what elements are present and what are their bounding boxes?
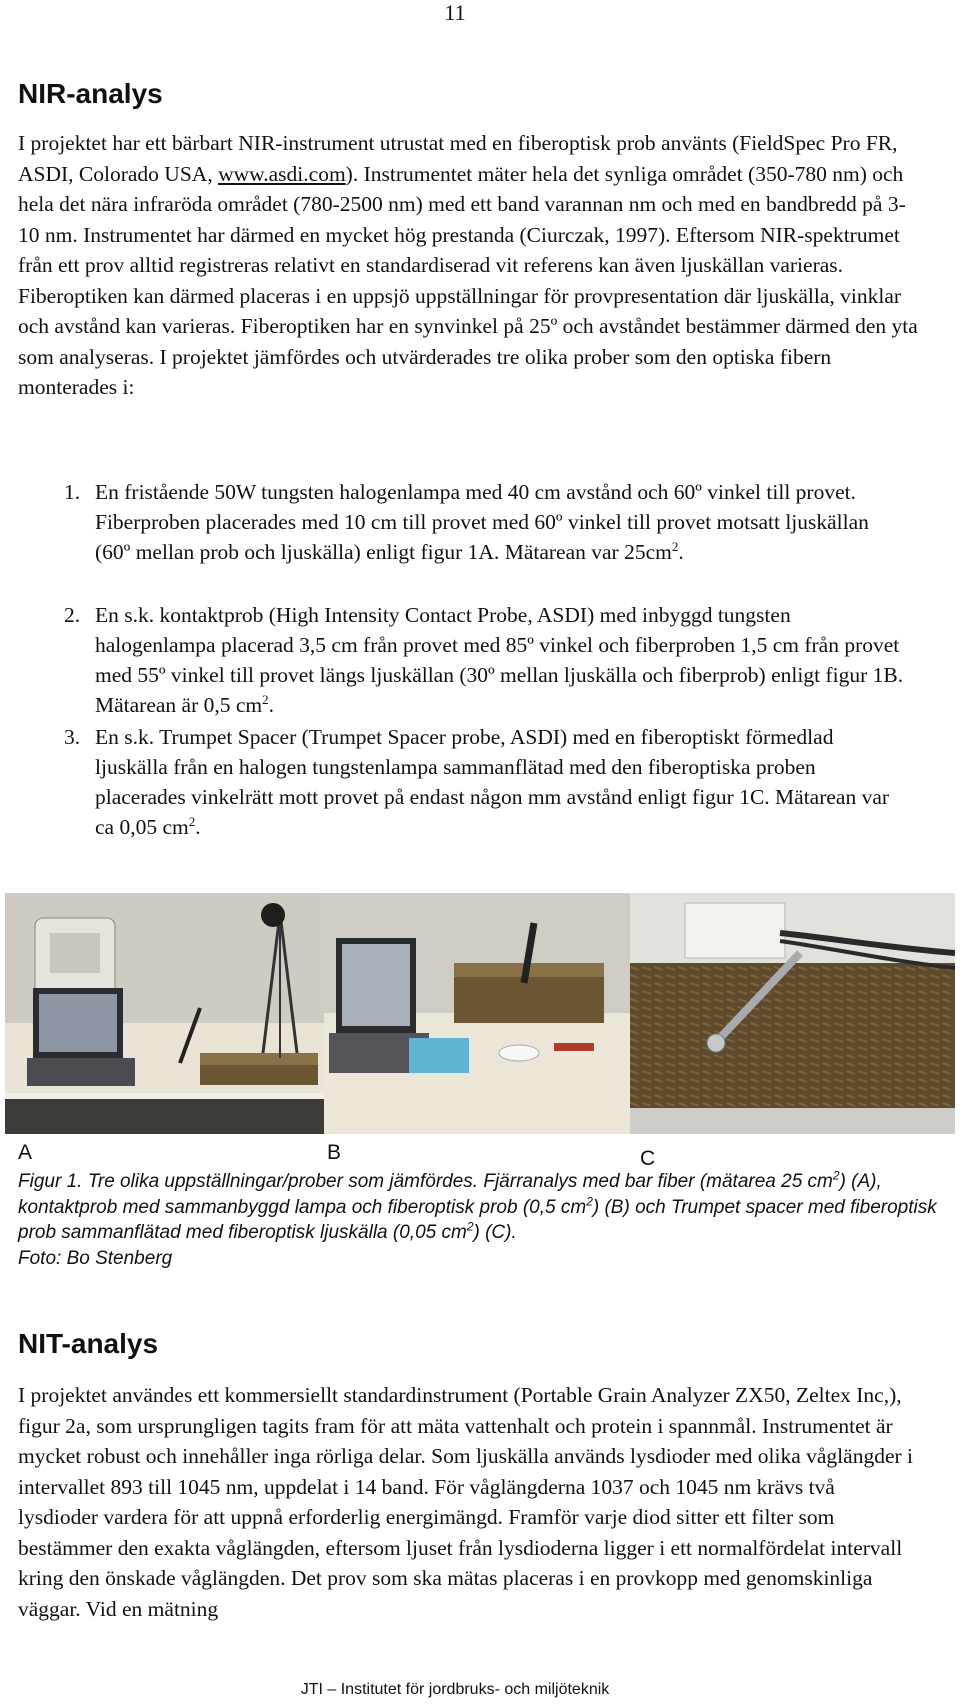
superscript: 2 <box>262 691 269 707</box>
superscript: 2 <box>466 1219 474 1234</box>
figure-label-c: C <box>640 1147 656 1170</box>
nir-paragraph-text-end: ). Instrumentet mäter hela det synliga området (350-780 nm) och hela det nära infraröda området (780-2500 nm) med ett band varannan nm och med en bandbredd på 3-10 nm. Instrumentet har därmed en mycket hög prestanda (Ciurczak, 1997). Eftersom NIR-spektrumet från ett prov alltid registreras relativt en standardiserad vit referens kan även ljuskällan varieras. Fiberoptiken kan därmed placeras i en uppsjö uppställningar för provpresentation där ljuskälla, vinklar och avstånd kan varieras. Fiberoptiken har en synvinkel på 25º och avståndet bestämmer därmed den yta som analyseras. I projektet jämfördes och utvärderades tre olika prober som den optiska fibern monterades i: <box>18 161 918 399</box>
photo-a-image <box>5 893 324 1134</box>
asdi-link[interactable]: www.asdi.com <box>218 161 346 186</box>
figure-caption <box>18 1169 938 1271</box>
section-heading-nit: NIT-analys <box>18 1328 159 1359</box>
page-footer: JTI – Institutet för jordbruks- och miljöteknik <box>300 1681 610 1698</box>
photo-c-image <box>630 893 955 1134</box>
nit-paragraph: I projektet användes ett kommersiellt standardinstrument (Portable Grain Analyzer ZX50, Zeltex Inc,), figur 2a, som ursprungligen tagits fram för att mäta vattenhalt och protein i spannmål. Instrumentet är mycket robust och innehåller inga rörliga delar. Som ljuskälla används lysdioder med olika våglängder i intervallet 893 till 1045 nm, uppdelat i 14 band. För våglängderna 1037 och 1045 nm krävs två lysdioder vardera för att uppnå erforderlig energimängd. Framför varje diod sitter ett filter som bestämmer den exakta våglängden, eftersom ljuset från lysdioderna ligger i ett normalfördelat intervall kring den önskade våglängden. Det prov som ska mätas placeras i en provkopp med genomskinliga väggar. Vid en mätning <box>18 1383 914 1621</box>
list-item-end: . <box>268 693 275 717</box>
list-number: 3. <box>64 725 81 749</box>
list-item-text: En s.k. kontaktprob (High Intensity Contact Probe, ASDI) med inbyggd tungsten halogenlampa placerad 3,5 cm från provet med 85º vinkel och fiberproben 1,5 cm från provet med 55º vinkel till provet längs ljuskällan (30º mellan ljuskälla och fiberprob) enligt figur 1B. Mätarean är 0,5 cm <box>95 603 904 717</box>
superscript: 2 <box>586 1194 593 1209</box>
photo-b <box>324 893 630 1134</box>
list-number: 1. <box>64 480 81 504</box>
photo-a <box>5 893 324 1134</box>
superscript: 2 <box>671 538 679 554</box>
caption-text: Figur 1. Tre olika uppställningar/prober som jämfördes. Fjärranalys med bar fiber (mätarea 25 cm <box>18 1171 833 1192</box>
superscript: 2 <box>188 813 196 829</box>
figure-label-a: A <box>18 1141 33 1164</box>
photo-c <box>630 893 955 1134</box>
list-item-end: . <box>678 540 684 564</box>
caption-text: ) (C). <box>473 1222 517 1243</box>
nir-paragraph-text-start: I projektet har ett bärbart NIR-instrument utrustat med en fiberoptisk prob använts (FieldSpec Pro FR, ASDI, Colorado USA, <box>18 131 898 186</box>
nir-paragraph <box>18 128 918 403</box>
list-item-text: En fristående 50W tungsten halogenlampa med 40 cm avstånd och 60º vinkel till provet. Fiberproben placerades med 10 cm till provet med 60º vinkel till provet motsatt ljuskällan (60º mellan prob och ljuskälla) enligt figur 1A. Mätarean var 25cm <box>95 480 869 564</box>
section-heading-nir: NIR-analys <box>18 78 163 109</box>
page-number: 11 <box>444 0 466 25</box>
superscript: 2 <box>832 1168 840 1183</box>
caption-text: ) (A), kontaktprob med sammanbyggd lampa och fiberoptisk prob (0,5 cm <box>18 1171 882 1218</box>
list-item-text: En s.k. Trumpet Spacer (Trumpet Spacer probe, ASDI) med en fiberoptiskt förmedlad ljuskälla från en halogen tungstenlampa sammanflätad med den fiberoptiska proben placerades vinkelrätt mott provet på endast någon mm avstånd enligt figur 1C. Mätarean var ca 0,05 cm <box>95 725 890 839</box>
photo-b-image <box>324 893 630 1134</box>
list-number: 2. <box>64 603 81 627</box>
photo-credit: Foto: Bo Stenberg <box>18 1247 173 1269</box>
list-item-end: . <box>195 815 201 839</box>
caption-text: ) (B) och Trumpet spacer med fiberoptisk prob sammanflätad med fiberoptisk ljuskälla (0,05 cm <box>18 1196 937 1243</box>
figure-label-b: B <box>327 1141 342 1164</box>
